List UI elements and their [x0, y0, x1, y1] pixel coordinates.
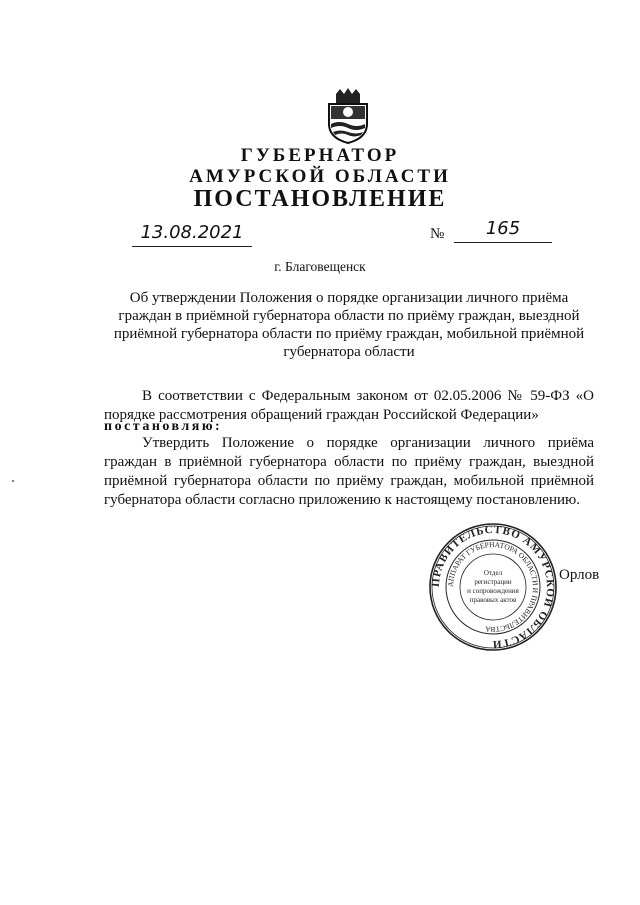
seal-center-4: правовых актов [469, 596, 517, 604]
preamble-paragraph: В соответствии с Федеральным законом от 02.05.2006 № 59-ФЗ «О порядке рассмотрения обращений граждан Российской Федерации» [104, 388, 594, 423]
coat-of-arms-icon [325, 88, 371, 144]
city: г. Благовещенск [274, 259, 366, 274]
document-date: 13.08.2021 [132, 222, 252, 247]
seal-center-1: Отдел [483, 569, 503, 577]
document-title: Об утверждении Положения о порядке организации личного приёма граждан в приёмной губернатора области по приёму граждан, выездной приёмной губернатора области по приёму граждан, мобильной приёмной губернатора области [113, 290, 585, 360]
scan-speck [12, 480, 14, 482]
seal-center-3: и сопровождения [467, 587, 519, 595]
official-seal [428, 522, 558, 652]
document-type: ПОСТАНОВЛЕНИЕ [193, 186, 447, 212]
seal-outer-text: ПРАВИТЕЛЬСТВО АМУРСКОЙ ОБЛАСТИ [429, 523, 557, 651]
document-number: 165 [454, 218, 552, 243]
header-governor: ГУБЕРНАТОР [240, 145, 400, 166]
number-sign: № [430, 226, 445, 242]
seal-inner-text: АППАРАТ ГУБЕРНАТОРА ОБЛАСТИ И ПРАВИТЕЛЬСТВА [445, 539, 541, 635]
seal-center-2: регистрации [474, 578, 512, 586]
signature-name: Орлов [559, 567, 600, 583]
resolve-word: постановляю: [104, 419, 223, 434]
header-region: АМУРСКОЙ ОБЛАСТИ [189, 166, 451, 187]
resolution-paragraph: Утвердить Положение о порядке организации личного приёма граждан в приёмной губернатора области по приёму граждан, выездной приёмной губернатора области по приёму граждан, мобильной приёмной губернатора области согласно приложению к настоящему постановлению. [104, 435, 594, 508]
